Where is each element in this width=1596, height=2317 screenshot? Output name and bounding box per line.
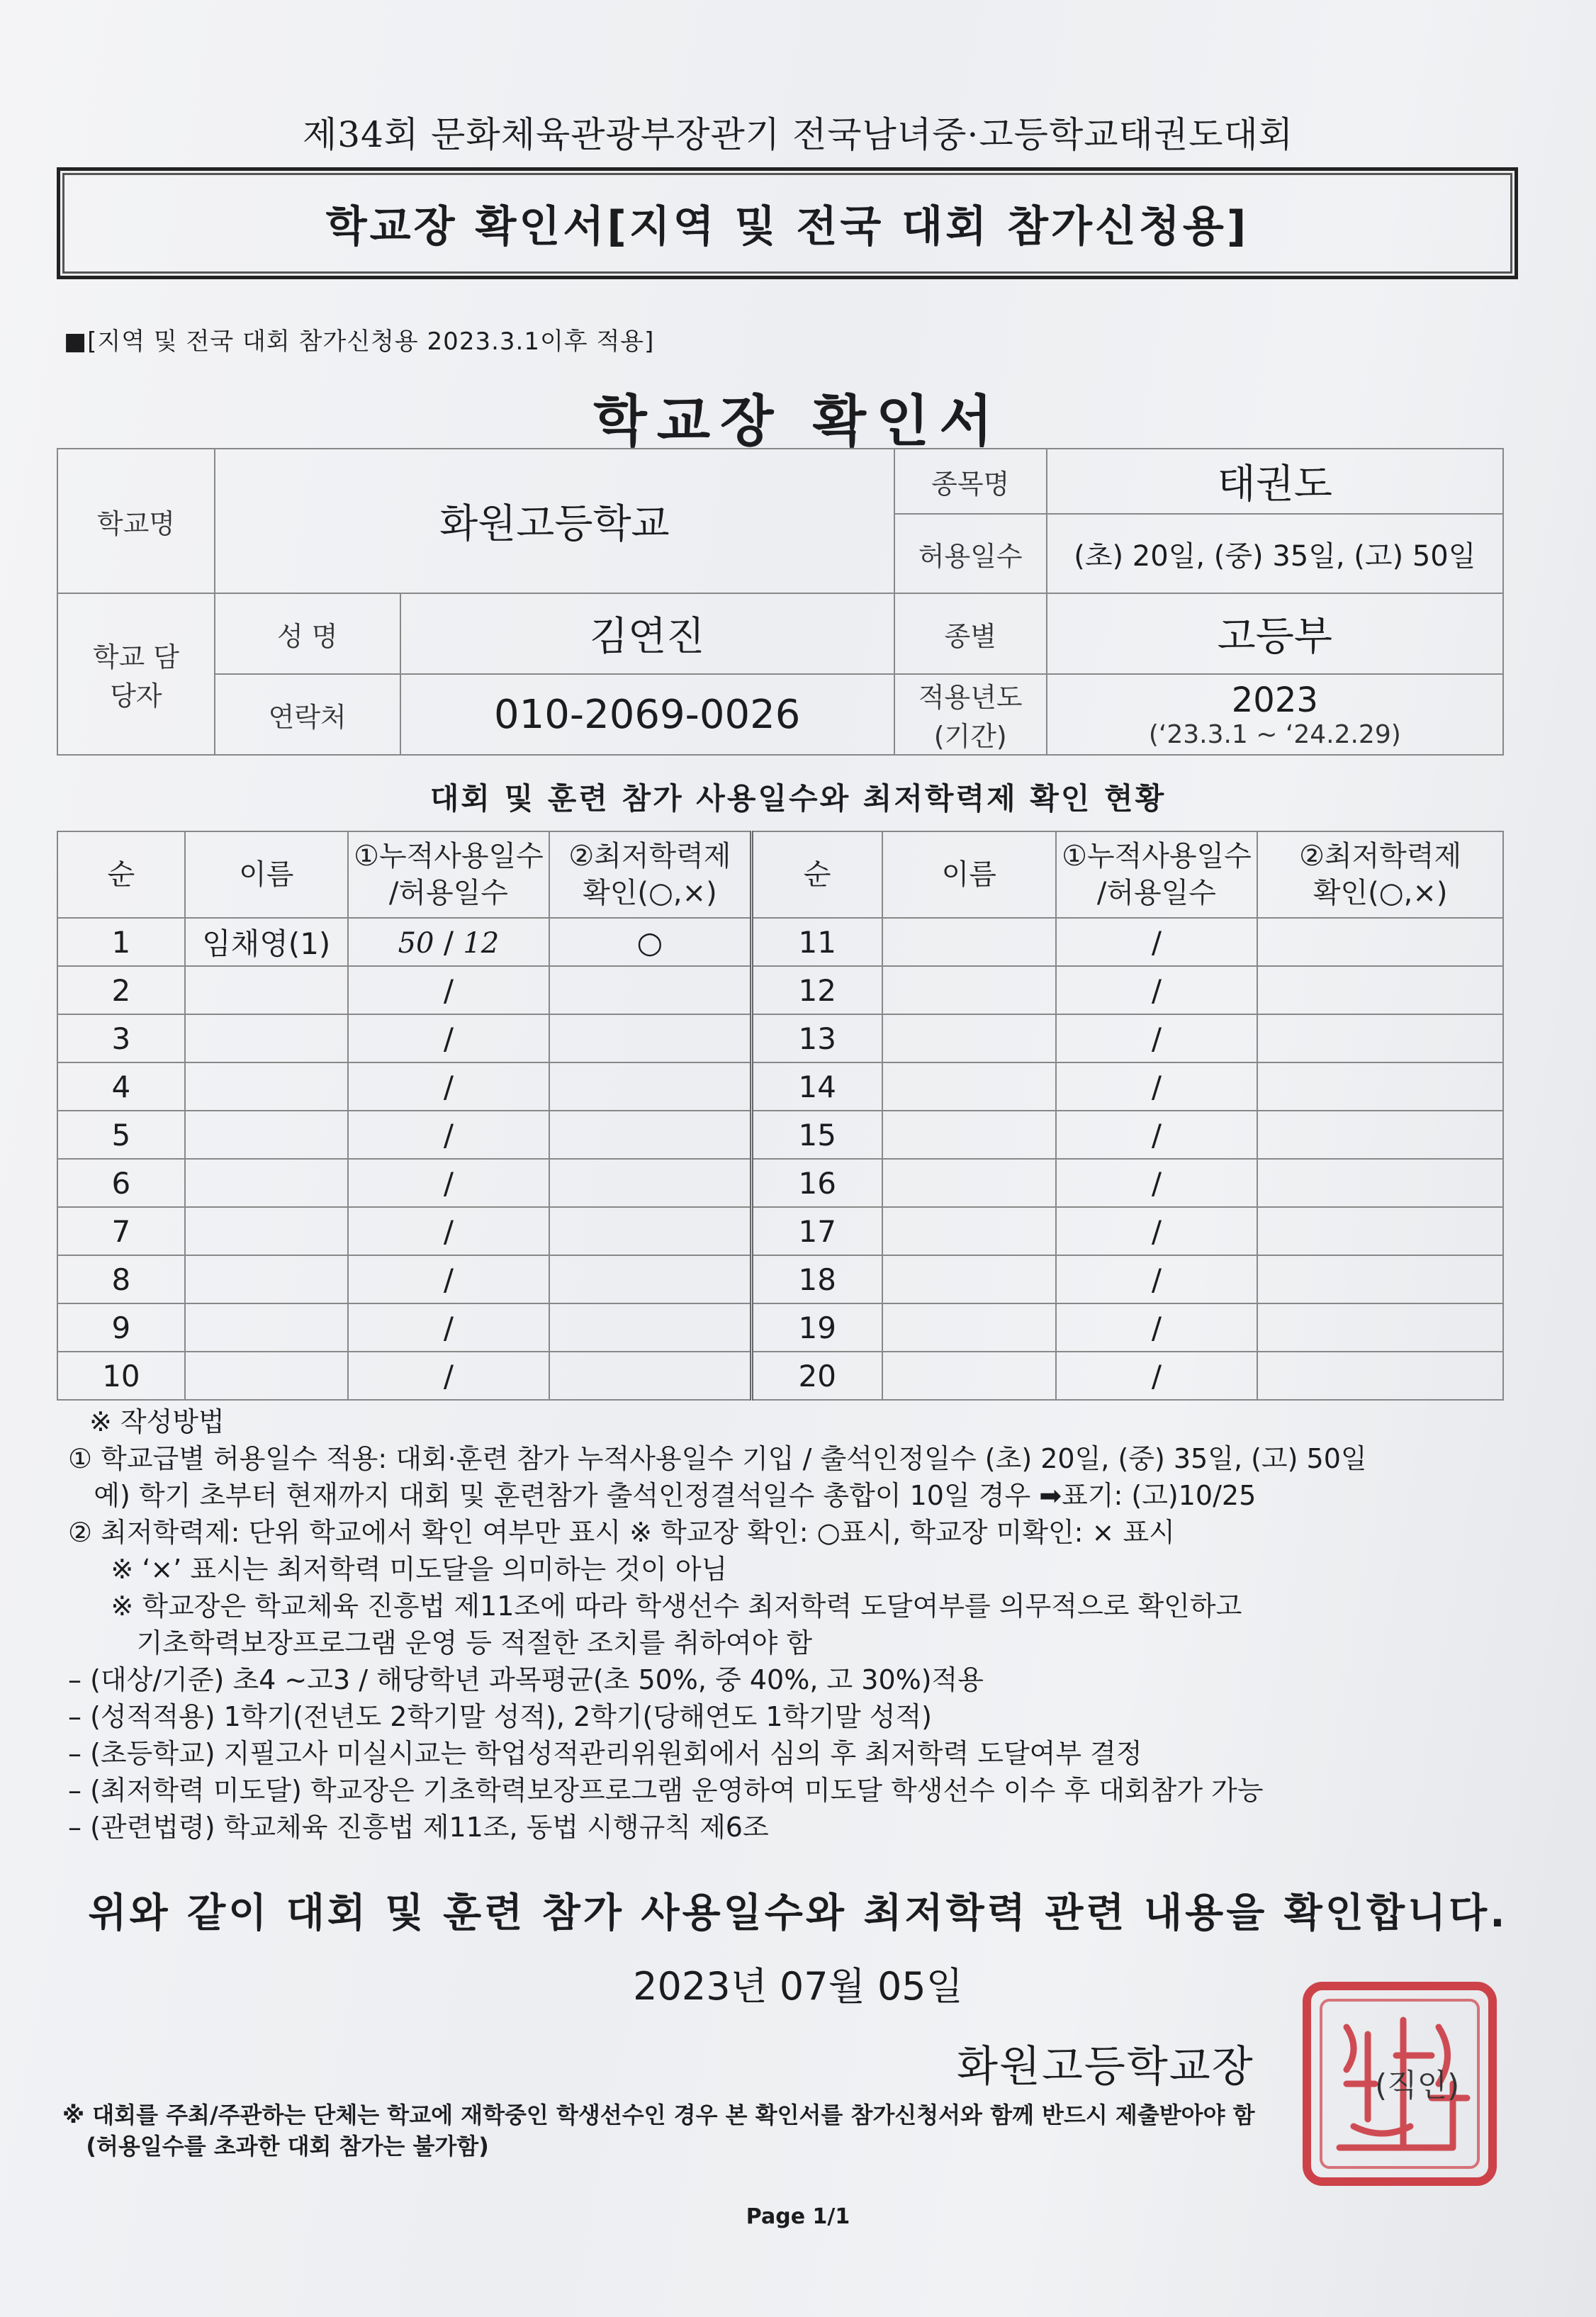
- slash-separator: /: [443, 1069, 454, 1104]
- instruction-line: ① 학교급별 허용일수 적용: 대회·훈련 참가 누적사용일수 기입 / 출석인정일수 (초) 20일, (중) 35일, (고) 50일: [68, 1443, 1367, 1474]
- writing-instructions: [68, 1403, 1542, 1846]
- row-name-right: [882, 918, 1056, 966]
- row-name-left: [185, 1014, 348, 1062]
- row-days-right: [1056, 1303, 1258, 1352]
- row-no-left: 1: [57, 918, 185, 966]
- phone-label: 연락처: [215, 674, 400, 755]
- row-no-right: 13: [751, 1014, 882, 1062]
- row-check-left: [549, 1207, 751, 1255]
- row-check-right: [1257, 1111, 1503, 1159]
- row-days-right: [1056, 1352, 1258, 1400]
- slash-separator: /: [1151, 1165, 1162, 1201]
- phone-value: 010-2069-0026: [400, 674, 894, 755]
- row-no-left: 9: [57, 1303, 185, 1352]
- year-label-sub: (기간): [933, 721, 1007, 752]
- table-row: [57, 1207, 1503, 1255]
- footnote-line-2: (허용일수를 초과한 대회 참가는 불가함): [62, 2133, 489, 2160]
- row-name-right: [882, 1062, 1056, 1111]
- row-name-left: [185, 1159, 348, 1207]
- slash-separator: /: [1151, 1069, 1162, 1104]
- slash-separator: /: [1151, 1021, 1162, 1056]
- row-days-right: [1056, 1159, 1258, 1207]
- row-name-right: [882, 966, 1056, 1014]
- name-value: 김연진: [400, 593, 894, 674]
- row-check-right: [1257, 918, 1503, 966]
- row-no-left: 10: [57, 1352, 185, 1400]
- contest-title: 제34회 문화체육관광부장관기 전국남녀중·고등학교태권도대회: [302, 114, 1294, 155]
- school-label: 학교명: [57, 449, 215, 593]
- row-name-left: [185, 1255, 348, 1303]
- row-name-right: [882, 1159, 1056, 1207]
- slash-separator: /: [1151, 1117, 1162, 1152]
- row-no-left: 5: [57, 1111, 185, 1159]
- col-days-right: ①누적사용일수 /허용일수: [1056, 831, 1258, 918]
- row-check-left: [549, 1062, 751, 1111]
- col-days-left: ①누적사용일수 /허용일수: [348, 831, 550, 918]
- row-no-right: 12: [751, 966, 882, 1014]
- col-no-right: 순: [751, 831, 882, 918]
- instruction-line: 기초학력보장프로그램 운영 등 적절한 조치를 취하여야 함: [68, 1627, 813, 1659]
- page-number: Page 1/1: [746, 2204, 850, 2229]
- period-value: (‘23.3.1 ~ ‘24.2.29): [1148, 719, 1401, 749]
- slash-separator: /: [443, 972, 454, 1008]
- row-check-right: [1257, 1207, 1503, 1255]
- slash-separator: /: [1151, 1213, 1162, 1249]
- school-info-table: [57, 448, 1504, 756]
- row-check-left: [549, 1014, 751, 1062]
- instruction-line: 예) 학기 초부터 현재까지 대회 및 훈련참가 출석인정결석일수 총합이 10일 경우 ➡표기: (고)10/25: [68, 1480, 1257, 1511]
- slash-separator: /: [1151, 1262, 1162, 1297]
- row-days-right: [1056, 1207, 1258, 1255]
- row-days-left: [348, 1255, 550, 1303]
- slash-separator: /: [1151, 1310, 1162, 1345]
- row-name-right: [882, 1207, 1056, 1255]
- seal-mark: (직인): [1375, 2068, 1460, 2104]
- row-days-right: [1056, 918, 1258, 966]
- row-days-left: [348, 966, 550, 1014]
- row-check-right: [1257, 1062, 1503, 1111]
- row-no-left: 4: [57, 1062, 185, 1111]
- instruction-line: ※ ‘×’ 표시는 최저학력 미도달을 의미하는 것이 아님: [68, 1554, 728, 1585]
- row-name-left: [185, 1207, 348, 1255]
- table-row: [57, 1352, 1503, 1400]
- row-days-right: [1056, 966, 1258, 1014]
- contact-person-label: 학교 담당자: [57, 593, 215, 755]
- year-label: [894, 674, 1047, 755]
- col-name-right: 이름: [882, 831, 1056, 918]
- instruction-line: – (최저학력 미도달) 학교장은 기초학력보장프로그램 운영하여 미도달 학생선수 이수 후 대회참가 가능: [68, 1775, 1264, 1806]
- slash-separator: /: [1151, 924, 1162, 960]
- row-check-left: [549, 966, 751, 1014]
- table-row: [57, 1111, 1503, 1159]
- footnote: [62, 2099, 1536, 2162]
- row-check-right: [1257, 966, 1503, 1014]
- instructions-heading: ※ 작성방법: [89, 1406, 225, 1437]
- row-days-left: [348, 918, 550, 966]
- slash-separator: /: [443, 1117, 454, 1152]
- table-row: [57, 1303, 1503, 1352]
- instruction-line: ② 최저학력제: 단위 학교에서 확인 여부만 표시 ※ 학교장 확인: ○표시, 학교장 미확인: × 표시: [68, 1517, 1175, 1548]
- row-days-right: [1056, 1111, 1258, 1159]
- allow-value: (초) 20일, (중) 35일, (고) 50일: [1047, 514, 1503, 593]
- table-row: [57, 918, 1503, 966]
- row-check-right: [1257, 1255, 1503, 1303]
- status-table: [57, 831, 1504, 1401]
- row-check-left: [549, 1303, 751, 1352]
- row-no-right: 11: [751, 918, 882, 966]
- row-days-right: [1056, 1014, 1258, 1062]
- year-cell: [1047, 674, 1503, 755]
- row-days-left: [348, 1111, 550, 1159]
- col-check-left: ②최저학력제 확인(○,×): [549, 831, 751, 918]
- row-name-left: [185, 1303, 348, 1352]
- row-name-left: 임채영(1): [185, 918, 348, 966]
- table-row: [57, 1255, 1503, 1303]
- row-days-left: [348, 1159, 550, 1207]
- event-value: 태권도: [1047, 449, 1503, 514]
- row-name-right: [882, 1352, 1056, 1400]
- row-check-left: [549, 1352, 751, 1400]
- category-value: 고등부: [1047, 593, 1503, 674]
- row-no-right: 19: [751, 1303, 882, 1352]
- row-name-right: [882, 1014, 1056, 1062]
- instruction-line: – (대상/기준) 초4 ~고3 / 해당학년 과목평균(초 50%, 중 40%, 고 30%)적용: [68, 1664, 984, 1695]
- slash-separator: /: [434, 924, 463, 960]
- slash-separator: /: [1151, 1358, 1162, 1393]
- slash-separator: /: [443, 1262, 454, 1297]
- principal-name: 화원고등학교장: [957, 2042, 1254, 2092]
- col-name-left: 이름: [185, 831, 348, 918]
- row-check-left: [549, 1255, 751, 1303]
- row-days-left: [348, 1303, 550, 1352]
- year-value: 2023: [1231, 680, 1318, 720]
- table-row: [57, 966, 1503, 1014]
- row-name-left: [185, 1062, 348, 1111]
- row-check-left: [549, 1159, 751, 1207]
- used-days: 50: [398, 926, 434, 960]
- school-value: 화원고등학교: [215, 449, 894, 593]
- slash-separator: /: [443, 1358, 454, 1393]
- row-check-right: [1257, 1303, 1503, 1352]
- instruction-line: – (관련법령) 학교체육 진흥법 제11조, 동법 시행규칙 제6조: [68, 1812, 769, 1843]
- slash-separator: /: [443, 1310, 454, 1345]
- row-no-right: 17: [751, 1207, 882, 1255]
- row-no-left: 7: [57, 1207, 185, 1255]
- instruction-line: ※ 학교장은 학교체육 진흥법 제11조에 따라 학생선수 최저학력 도달여부를 의무적으로 확인하고: [68, 1591, 1242, 1622]
- row-days-right: [1056, 1062, 1258, 1111]
- year-label-main: 적용년도: [918, 682, 1023, 713]
- slash-separator: /: [443, 1165, 454, 1201]
- table-row: [57, 1159, 1503, 1207]
- row-days-right: [1056, 1255, 1258, 1303]
- row-days-left: [348, 1014, 550, 1062]
- slash-separator: /: [1151, 972, 1162, 1008]
- row-days-left: [348, 1352, 550, 1400]
- instruction-line: – (초등학교) 지필고사 미실시교는 학업성적관리위원회에서 심의 후 최저학력 도달여부 결정: [68, 1738, 1142, 1769]
- row-check-right: [1257, 1352, 1503, 1400]
- col-check-right: ②최저학력제 확인(○,×): [1257, 831, 1503, 918]
- row-no-left: 8: [57, 1255, 185, 1303]
- event-label: 종목명: [894, 449, 1047, 514]
- applicability-notice: ■[지역 및 전국 대회 참가신청용 2023.3.1이후 적용]: [64, 327, 655, 356]
- row-no-left: 2: [57, 966, 185, 1014]
- row-check-right: [1257, 1159, 1503, 1207]
- instruction-line: – (성적적용) 1학기(전년도 2학기말 성적), 2학기(당해연도 1학기말 성적): [68, 1701, 932, 1732]
- row-no-left: 6: [57, 1159, 185, 1207]
- slash-separator: /: [443, 1213, 454, 1249]
- row-check-right: [1257, 1014, 1503, 1062]
- row-name-left: [185, 1352, 348, 1400]
- table-row: [57, 1014, 1503, 1062]
- row-no-right: 16: [751, 1159, 882, 1207]
- row-name-right: [882, 1111, 1056, 1159]
- table-row: [57, 1062, 1503, 1111]
- row-check-left: [549, 1111, 751, 1159]
- name-label: 성 명: [215, 593, 400, 674]
- form-title: 학교장 확인서[지역 및 전국 대회 참가신청용]: [325, 202, 1249, 252]
- row-days-left: [348, 1207, 550, 1255]
- row-name-left: [185, 1111, 348, 1159]
- issue-date: 2023년 07월 05일: [633, 1964, 963, 2009]
- slash-separator: /: [443, 1021, 454, 1056]
- row-check-left: ○: [549, 918, 751, 966]
- row-no-right: 18: [751, 1255, 882, 1303]
- main-title: 학교장 확인서: [593, 390, 1003, 454]
- row-name-left: [185, 966, 348, 1014]
- footnote-line-1: ※ 대회를 주최/주관하는 단체는 학교에 재학중인 학생선수인 경우 본 확인서를 참가신청서와 함께 반드시 제출받아야 함: [62, 2102, 1255, 2128]
- row-no-right: 15: [751, 1111, 882, 1159]
- row-name-right: [882, 1303, 1056, 1352]
- status-title: 대회 및 훈련 참가 사용일수와 최저학력제 확인 현황: [429, 781, 1167, 816]
- row-days-left: [348, 1062, 550, 1111]
- row-no-right: 14: [751, 1062, 882, 1111]
- form-title-box: [57, 167, 1518, 279]
- allowed-days: 12: [463, 926, 500, 960]
- row-name-right: [882, 1255, 1056, 1303]
- confirmation-statement: 위와 같이 대회 및 훈련 참가 사용일수와 최저학력 관련 내용을 확인합니다.: [88, 1890, 1508, 1936]
- row-no-left: 3: [57, 1014, 185, 1062]
- row-no-right: 20: [751, 1352, 882, 1400]
- category-label: 종별: [894, 593, 1047, 674]
- col-no-left: 순: [57, 831, 185, 918]
- allow-label: 허용일수: [894, 514, 1047, 593]
